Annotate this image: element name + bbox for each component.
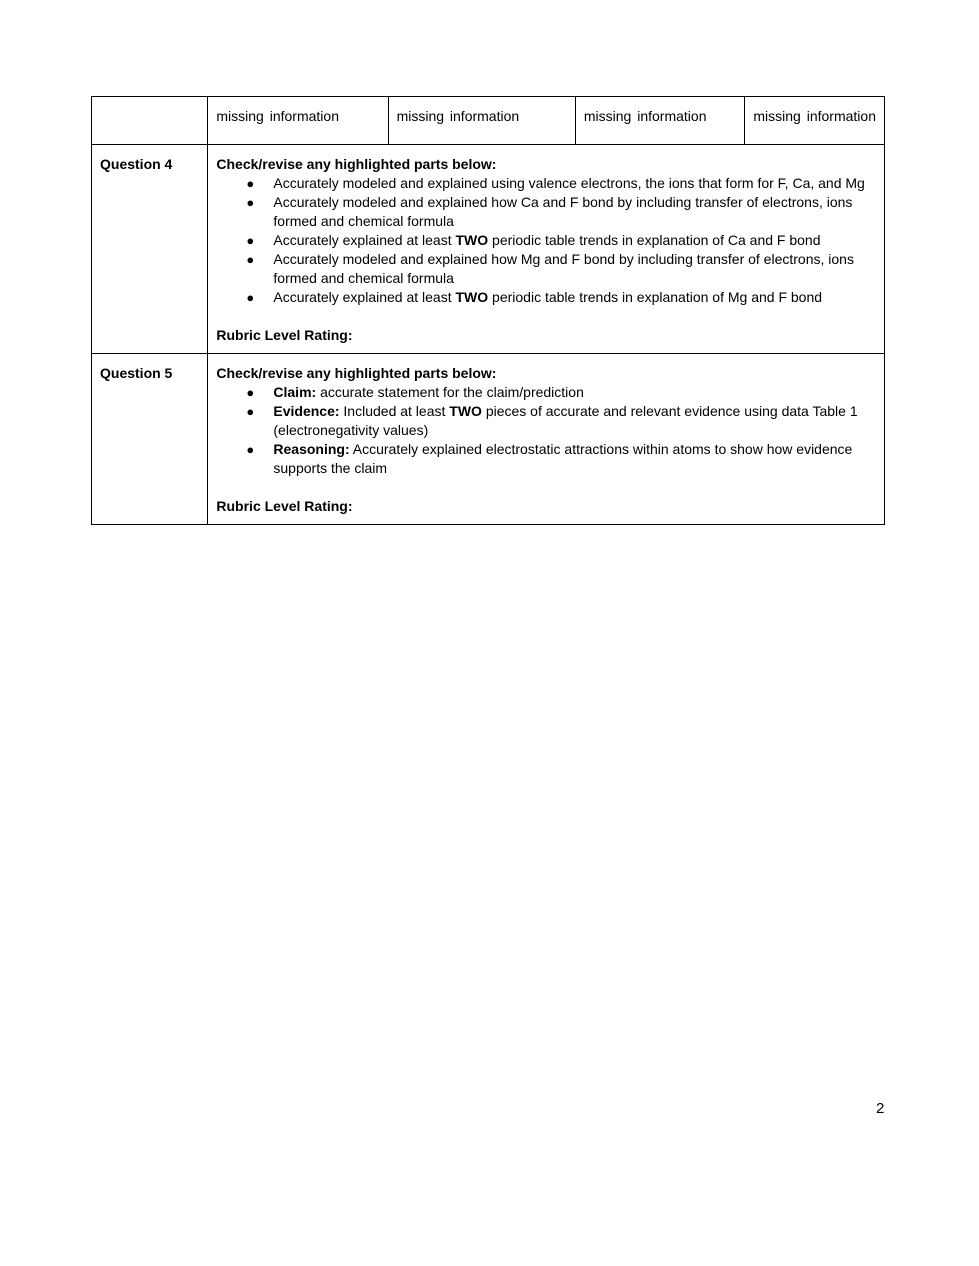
bullet-icon: ● [246,195,255,210]
bullet-icon: ● [246,385,255,400]
question-4-list [216,174,876,307]
list-item: ● Reasoning: Accurately explained electrostatic attractions within atoms to show how evidence supports the claim [246,441,853,476]
missing-info-cell: missing information [208,97,388,145]
question-4-rating-label: Rubric Level Rating: [216,327,353,343]
missing-info-cell: missing information [575,97,745,145]
missing-info-cell: missing information [388,97,575,145]
question-5-list [216,383,876,478]
list-item: ● Accurately explained at least TWO periodic table trends in explanation of Ca and F bond [246,232,821,248]
question-4-label: Question 4 [92,145,208,354]
page-number: 2 [876,1100,885,1117]
list-item: ● Claim: accurate statement for the claim/prediction [246,384,584,400]
bullet-icon: ● [246,233,255,248]
question-5-heading: Check/revise any highlighted parts below: [216,365,497,381]
missing-info-cell: missing information [745,97,885,145]
list-item: ● Accurately modeled and explained using valence electrons, the ions that form for F, Ca, and Mg [246,175,865,191]
question-4-criteria [208,145,885,354]
question-5-criteria [208,354,885,525]
bullet-icon: ● [246,252,255,267]
question-5-row [92,354,885,525]
list-item: ● Accurately modeled and explained how Ca and F bond by including transfer of electrons, ions formed and chemical formula [246,194,853,229]
question-4-row [92,145,885,354]
missing-information-row [92,97,885,145]
bullet-icon: ● [246,404,255,419]
bullet-icon: ● [246,290,255,305]
list-item: ● Accurately explained at least TWO periodic table trends in explanation of Mg and F bond [246,289,823,305]
list-item: ● Accurately modeled and explained how Mg and F bond by including transfer of electrons, ions formed and chemical formula [246,251,854,286]
empty-label-cell [92,97,208,145]
bullet-icon: ● [246,176,255,191]
bullet-icon: ● [246,442,255,457]
list-item: ● Evidence: Included at least TWO pieces of accurate and relevant evidence using data Table 1 (electronegativity values) [246,403,858,438]
rubric-table [91,96,885,525]
question-5-rating-label: Rubric Level Rating: [216,498,353,514]
question-5-label: Question 5 [92,354,208,525]
question-4-heading: Check/revise any highlighted parts below: [216,156,497,172]
